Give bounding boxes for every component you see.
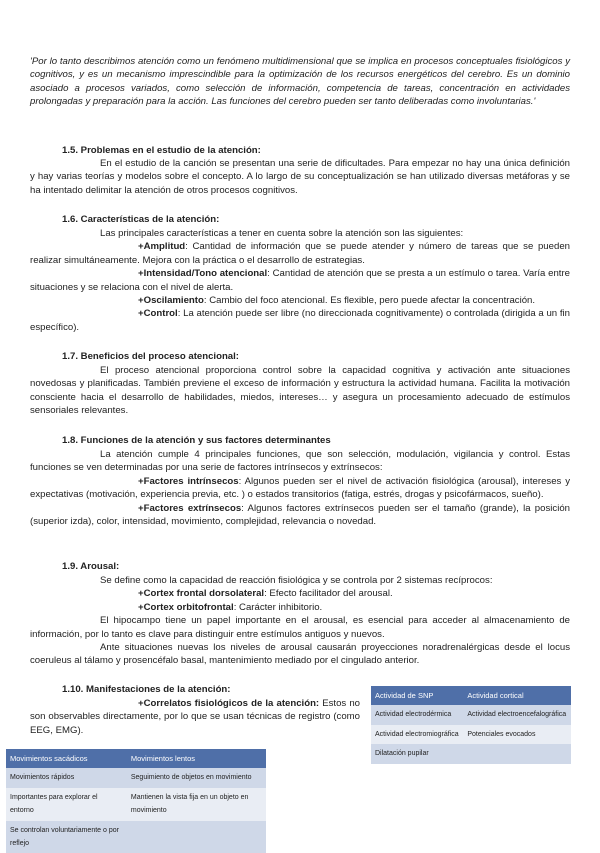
heading-1-6: 1.6. Características de la atención: [62, 214, 220, 225]
table-cell: Actividad electrodérmica [371, 705, 463, 724]
paragraph: La atención cumple 4 principales funciones, que son selección, modulación, vigilancia y control. Estas funciones se ven determinadas por una serie de factores intrínsecos y extrínsecos: [30, 449, 570, 474]
section-1-6-body [30, 227, 570, 334]
table-cell: Actividad electroencefalográfica [463, 705, 571, 724]
table-cell: Movimientos rápidos [6, 768, 127, 787]
intro-quote [30, 55, 570, 109]
table-header: Actividad cortical [463, 686, 571, 705]
heading-1-10: 1.10. Manifestaciones de la atención: [62, 684, 231, 695]
term: +Cortex frontal dorsolateral [138, 588, 265, 600]
term: +Factores extrínsecos [138, 502, 242, 514]
list-item [30, 307, 570, 334]
definition: : Efecto facilitador del arousal. [264, 588, 393, 600]
heading-1-5: 1.5. Problemas en el estudio de la atención: [62, 145, 261, 156]
term: +Control [138, 308, 178, 320]
paragraph: Se define como la capacidad de reacción fisiológica y se controla por 2 sistemas recíprocos: [100, 575, 493, 586]
physiological-activity-table [371, 686, 571, 764]
table-cell [463, 744, 571, 763]
table-row [6, 788, 266, 821]
section-1-8-body [30, 448, 570, 528]
definition: : Cambio del foco atencional. Es flexible, pero puede afectar la concentración. [203, 295, 536, 307]
table-header: Movimientos sacádicos [6, 749, 127, 768]
section-1-9-body [30, 574, 570, 668]
list-item [30, 587, 570, 600]
definition: : Cantidad de información que se puede atender y número de tareas que se pueden realizar simultáneamente. Mejora con la práctica o el desarrollo de estrategias. [30, 241, 570, 266]
table-cell: Se controlan voluntariamente o por reflejo [6, 821, 127, 853]
paragraph: Las principales características a tener en cuenta sobre la atención son las siguientes: [100, 228, 464, 239]
list-item [30, 267, 570, 294]
term: +Correlatos fisiológicos de la atención: [138, 698, 320, 709]
table-header: Actividad de SNP [371, 686, 463, 705]
section-1-7-body [30, 364, 570, 418]
heading-1-8: 1.8. Funciones de la atención y sus factores determinantes [62, 435, 331, 446]
term: +Amplitud [138, 241, 186, 253]
eye-movements-table [6, 749, 266, 853]
table-cell: Seguimiento de objetos en movimiento [127, 768, 266, 787]
quote-text: 'Por lo tanto describimos atención como un fenómeno multidimensional que se implica en procesos conceptuales fisiológicos y cognitivos, y es un mecanismo imprescindible para la optimización de los recursos energéticos del cerebro. Es un dominio asociado a procesos variados, como selección de información, competencia de tareas, concentración en actividades prolongadas y preparación para la acción. Las funciones del cerebro pueden ser tanto deliberadas como involuntarias.' [30, 56, 570, 108]
table-row [371, 725, 571, 744]
list-item [30, 294, 570, 307]
table-header: Movimientos lentos [127, 749, 266, 768]
list-item [30, 601, 570, 614]
table-cell: Potenciales evocados [463, 725, 571, 744]
heading-1-7: 1.7. Beneficios del proceso atencional: [62, 351, 240, 362]
table-row [6, 821, 266, 853]
table-row [6, 768, 266, 787]
definition: Estos no son observables directamente, por lo que se usan técnicas de registro (como EEG, EMG). [30, 698, 360, 736]
list-item [30, 240, 570, 267]
definition: : Algunos factores extrínsecos pueden ser el tamaño (grande), la posición (superior izda), color, intensidad, movimiento, complejidad, relevancia o novedad. [30, 502, 570, 528]
section-1-5-body [30, 157, 570, 197]
term: +Intensidad/Tono atencional [138, 268, 268, 280]
paragraph: Ante situaciones nuevas los niveles de arousal causarán proyecciones noradrenalérgicas desde el locus coeruleus al tálamo y prosencéfalo basal, mantenimiento mediado por el cingulado anterior. [30, 642, 570, 667]
table-cell [127, 821, 266, 853]
definition: : Cantidad de atención que se presta a un estímulo o tarea. Varía entre situaciones y se relaciona con el nivel de alerta. [30, 268, 570, 293]
definition: : Carácter inhibitorio. [233, 601, 323, 613]
list-item [30, 502, 570, 529]
term: +Factores intrínsecos [138, 475, 239, 487]
table-row [371, 705, 571, 724]
definition: : La atención puede ser libre (no direccionada cognitivamente) o controlada (dirigida a un fin específico). [30, 308, 570, 333]
section-1-10-body [30, 697, 360, 737]
table-cell: Mantienen la vista fija en un objeto en movimiento [127, 788, 266, 821]
definition: : Algunos pueden ser el nivel de activación fisiológica (arousal), intereses y expectativas (motivación, experiencia previa, etc. ) o estados transitorios (fatiga, estrés, drogas y psicofármacos, sueño). [30, 475, 570, 501]
table-cell: Actividad electromiográfica [371, 725, 463, 744]
paragraph: El hipocampo tiene un papel importante en el arousal, es esencial para acceder al almacenamiento de información, por lo tanto es clave para distinguir entre estímulos antiguos y nuevos. [30, 615, 570, 640]
paragraph: El proceso atencional proporciona control sobre la capacidad cognitiva y activación ante situaciones novedosas y planificadas. También previene el exceso de información y estructura la actividad humana. Facilita la motivación consciente hacia el desarrollo de habilidades, miedos, intereses… y asegura un procesamiento adecuado de estímulos sensoriales relevantes. [30, 365, 570, 417]
table-cell: Importantes para explorar el entorno [6, 788, 127, 821]
heading-1-9: 1.9. Arousal: [62, 561, 120, 572]
list-item [30, 697, 360, 737]
paragraph: En el estudio de la canción se presentan una serie de dificultades. Para empezar no hay una única definición y hay varias teorías y modelos sobre el concepto. A lo largo de su conceptualización se han utilizado diversas metáforas y se ha intentado delimitar la atención de otros procesos cognitivos. [30, 158, 570, 196]
list-item [30, 475, 570, 502]
term: +Cortex orbitofrontal [138, 601, 234, 613]
table-row [371, 744, 571, 763]
table-cell: Dilatación pupilar [371, 744, 463, 763]
term: +Oscilamiento [138, 295, 204, 307]
